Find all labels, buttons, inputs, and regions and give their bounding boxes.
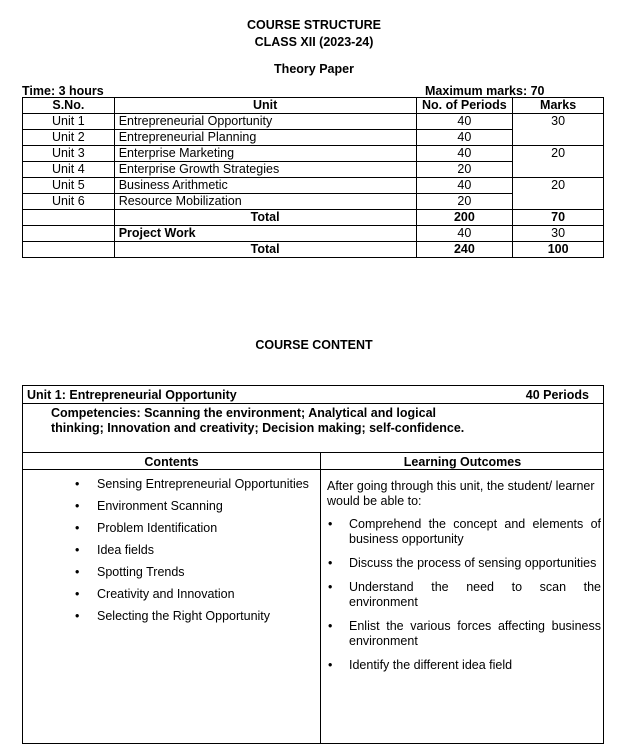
course-structure-table	[22, 97, 604, 258]
total-periods: 200	[416, 210, 513, 226]
grand-total-periods: 240	[416, 242, 513, 258]
row-periods: 40	[416, 178, 513, 194]
list-item: • Enlist the various forces affecting business environment	[327, 619, 601, 649]
project-label: Project Work	[114, 226, 416, 242]
list-item: • Problem Identification	[23, 521, 313, 536]
header-periods	[416, 98, 513, 114]
contents-header: Contents	[144, 455, 199, 469]
list-item: • Comprehend the concept and elements of business opportunity	[327, 517, 601, 547]
list-item: • Idea fields	[23, 543, 313, 558]
row-unit: Enterprise Marketing	[114, 146, 416, 162]
group-marks: 30	[513, 114, 604, 146]
grand-total-marks: 100	[513, 242, 604, 258]
row-unit: Entrepreneurial Opportunity	[114, 114, 416, 130]
row-periods: 40	[416, 114, 513, 130]
total-marks: 70	[513, 210, 604, 226]
outcomes-header: Learning Outcomes	[403, 455, 522, 469]
list-item: • Creativity and Innovation	[23, 587, 313, 602]
list-item: • Spotting Trends	[23, 565, 313, 580]
header-marks: Marks	[513, 98, 604, 114]
contents-list	[23, 477, 313, 631]
row-sno: Unit 1	[23, 114, 115, 130]
grand-total-row	[23, 242, 604, 258]
column-divider	[320, 470, 321, 743]
outcomes-intro: After going through this unit, the student/ learner would be able to:	[327, 479, 595, 508]
header-unit: Unit	[114, 98, 416, 114]
unit-title: Unit 1: Entrepreneurial Opportunity	[27, 388, 237, 402]
competencies-text: Competencies: Scanning the environment; Analytical and logical thinking; Innovation and creativity; Decision making; self-confidence.	[51, 406, 465, 435]
table-header-row	[23, 98, 604, 114]
row-sno: Unit 3	[23, 146, 115, 162]
paper-title: Theory Paper	[274, 62, 354, 76]
row-unit: Business Arithmetic	[114, 178, 416, 194]
unit-periods: 40 Periods	[525, 388, 589, 402]
header-periods-text: No. of Periods	[422, 98, 507, 112]
row-sno: Unit 2	[23, 130, 115, 146]
row-periods: 20	[416, 162, 513, 178]
row-periods: 40	[416, 130, 513, 146]
list-item: • Environment Scanning	[23, 499, 313, 514]
course-content-title: COURSE CONTENT	[255, 338, 373, 352]
unit-header	[22, 385, 604, 404]
row-unit: Enterprise Growth Strategies	[114, 162, 416, 178]
empty-cell	[23, 242, 115, 258]
max-marks-label: Maximum marks: 70	[425, 84, 545, 98]
project-periods: 40	[416, 226, 513, 242]
project-row	[23, 226, 604, 242]
list-item: • Sensing Entrepreneurial Opportunities	[23, 477, 313, 492]
content-body	[22, 469, 604, 744]
outcomes-list	[327, 517, 601, 682]
empty-cell	[23, 210, 115, 226]
row-sno: Unit 6	[23, 194, 115, 210]
table-row	[23, 178, 604, 194]
list-item: • Understand the need to scan the environment	[327, 580, 601, 610]
total-label: Total	[114, 210, 416, 226]
list-item: • Selecting the Right Opportunity	[23, 609, 313, 624]
header-sno: S.No.	[23, 98, 115, 114]
group-marks: 20	[513, 178, 604, 210]
grand-total-label: Total	[114, 242, 416, 258]
empty-cell	[23, 226, 115, 242]
group-marks: 20	[513, 146, 604, 178]
project-marks: 30	[513, 226, 604, 242]
row-sno: Unit 4	[23, 162, 115, 178]
content-header-row	[22, 452, 604, 470]
competencies-box	[22, 403, 604, 453]
table-row	[23, 146, 604, 162]
table-row	[23, 114, 604, 130]
row-unit: Entrepreneurial Planning	[114, 130, 416, 146]
class-line: CLASS XII (2023-24)	[254, 35, 374, 49]
time-label: Time: 3 hours	[22, 84, 104, 98]
row-periods: 20	[416, 194, 513, 210]
total-row	[23, 210, 604, 226]
list-item: • Discuss the process of sensing opportunities	[327, 556, 601, 571]
page-title: COURSE STRUCTURE	[246, 18, 382, 32]
row-sno: Unit 5	[23, 178, 115, 194]
row-unit: Resource Mobilization	[114, 194, 416, 210]
list-item: • Identify the different idea field	[327, 658, 601, 673]
row-periods: 40	[416, 146, 513, 162]
